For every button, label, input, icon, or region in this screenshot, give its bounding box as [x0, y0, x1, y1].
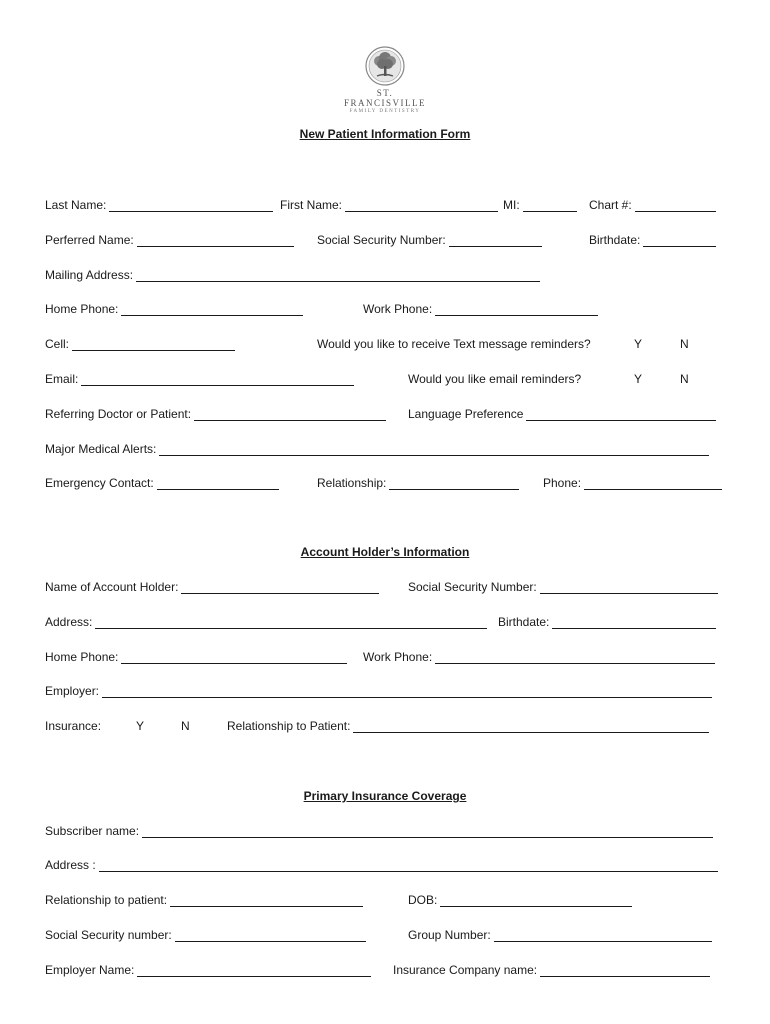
employer-name-label: Employer Name: — [45, 963, 135, 977]
birthdate-field[interactable] — [589, 233, 716, 247]
insurance-relationship-line[interactable] — [170, 895, 363, 907]
work-phone-line[interactable] — [435, 304, 598, 316]
referring-field[interactable] — [45, 407, 386, 421]
referring-label: Referring Doctor or Patient: — [45, 407, 192, 421]
ssn-field[interactable] — [317, 233, 542, 247]
account-employer-field[interactable] — [45, 684, 712, 698]
account-ssn-line[interactable] — [540, 582, 718, 594]
insurance-company-line[interactable] — [540, 965, 710, 977]
account-insurance-yes[interactable]: Y — [136, 719, 145, 733]
first-name-line[interactable] — [345, 200, 498, 212]
account-relationship-field[interactable] — [227, 719, 709, 733]
work-phone-label: Work Phone: — [363, 302, 433, 316]
account-holder-name-field[interactable] — [45, 580, 379, 594]
account-holder-heading: Account Holder’s Information — [300, 545, 470, 559]
employer-name-line[interactable] — [137, 965, 371, 977]
mailing-address-label: Mailing Address: — [45, 268, 134, 282]
account-birthdate-line[interactable] — [552, 617, 716, 629]
insurance-ssn-field[interactable] — [45, 928, 366, 942]
language-label: Language Preference — [408, 407, 524, 421]
referring-line[interactable] — [194, 409, 386, 421]
work-phone-field[interactable] — [363, 302, 598, 316]
group-number-field[interactable] — [408, 928, 712, 942]
insurance-relationship-field[interactable] — [45, 893, 363, 907]
account-insurance-question — [45, 719, 101, 733]
mailing-address-line[interactable] — [136, 270, 540, 282]
account-address-field[interactable] — [45, 615, 487, 629]
group-number-label: Group Number: — [408, 928, 491, 942]
account-ssn-field[interactable] — [408, 580, 718, 594]
insurance-relationship-label: Relationship to patient: — [45, 893, 168, 907]
practice-logo — [335, 46, 435, 114]
account-insurance-no[interactable]: N — [181, 719, 190, 733]
subscriber-name-line[interactable] — [142, 826, 713, 838]
text-reminders-label: Would you like to receive Text message reminders? — [317, 337, 591, 351]
subscriber-name-field[interactable] — [45, 824, 713, 838]
email-field[interactable] — [45, 372, 354, 386]
home-phone-label: Home Phone: — [45, 302, 119, 316]
email-reminders-yes[interactable]: Y — [634, 372, 643, 386]
preferred-name-field[interactable] — [45, 233, 294, 247]
text-reminders-yes[interactable]: Y — [634, 337, 643, 351]
mi-line[interactable] — [523, 200, 577, 212]
language-line[interactable] — [526, 409, 716, 421]
account-address-label: Address: — [45, 615, 93, 629]
home-phone-field[interactable] — [45, 302, 303, 316]
insurance-dob-line[interactable] — [440, 895, 632, 907]
mi-field[interactable] — [503, 198, 577, 212]
emergency-phone-line[interactable] — [584, 478, 722, 490]
cell-label: Cell: — [45, 337, 70, 351]
mi-label: MI: — [503, 198, 520, 212]
insurance-address-line[interactable] — [99, 860, 718, 872]
insurance-ssn-line[interactable] — [175, 930, 366, 942]
account-work-phone-label: Work Phone: — [363, 650, 433, 664]
emergency-phone-label: Phone: — [543, 476, 582, 490]
email-label: Email: — [45, 372, 79, 386]
insurance-dob-field[interactable] — [408, 893, 632, 907]
emergency-phone-field[interactable] — [543, 476, 722, 490]
email-reminders-question — [408, 372, 581, 386]
relationship-label: Relationship: — [317, 476, 387, 490]
chart-line[interactable] — [635, 200, 716, 212]
account-ssn-label: Social Security Number: — [408, 580, 537, 594]
email-reminders-label: Would you like email reminders? — [408, 372, 582, 386]
account-relationship-line[interactable] — [353, 721, 709, 733]
emergency-contact-label: Emergency Contact: — [45, 476, 154, 490]
relationship-line[interactable] — [389, 478, 519, 490]
email-line[interactable] — [81, 374, 354, 386]
account-address-line[interactable] — [95, 617, 487, 629]
account-relationship-label: Relationship to Patient: — [227, 719, 351, 733]
insurance-address-field[interactable] — [45, 858, 718, 872]
account-insurance-label: Insurance: — [45, 719, 102, 733]
employer-name-field[interactable] — [45, 963, 371, 977]
medical-alerts-line[interactable] — [159, 444, 709, 456]
group-number-line[interactable] — [494, 930, 712, 942]
home-phone-line[interactable] — [121, 304, 303, 316]
birthdate-label: Birthdate: — [589, 233, 641, 247]
account-holder-name-label: Name of Account Holder: — [45, 580, 179, 594]
medical-alerts-field[interactable] — [45, 442, 709, 456]
language-field[interactable] — [408, 407, 716, 421]
insurance-ssn-label: Social Security number: — [45, 928, 172, 942]
chart-field[interactable] — [589, 198, 716, 212]
last-name-line[interactable] — [109, 200, 273, 212]
account-home-phone-label: Home Phone: — [45, 650, 119, 664]
primary-insurance-heading: Primary Insurance Coverage — [303, 789, 467, 803]
email-reminders-no[interactable]: N — [680, 372, 689, 386]
insurance-company-field[interactable] — [393, 963, 710, 977]
last-name-field[interactable] — [45, 198, 273, 212]
text-reminders-no[interactable]: N — [680, 337, 689, 351]
account-work-phone-field[interactable] — [363, 650, 715, 664]
insurance-address-label: Address : — [45, 858, 96, 872]
last-name-label: Last Name: — [45, 198, 107, 212]
insurance-company-label: Insurance Company name: — [393, 963, 538, 977]
account-work-phone-line[interactable] — [435, 652, 715, 664]
emergency-contact-field[interactable] — [45, 476, 279, 490]
preferred-name-label: Perferred Name: — [45, 233, 134, 247]
birthdate-line[interactable] — [643, 235, 716, 247]
ssn-line[interactable] — [449, 235, 542, 247]
insurance-dob-label: DOB: — [408, 893, 438, 907]
account-home-phone-line[interactable] — [121, 652, 347, 664]
ssn-label: Social Security Number: — [317, 233, 446, 247]
tree-logo-icon — [365, 46, 405, 86]
first-name-label: First Name: — [280, 198, 343, 212]
account-home-phone-field[interactable] — [45, 650, 347, 664]
form-title: New Patient Information Form — [299, 127, 471, 141]
subscriber-name-label: Subscriber name: — [45, 824, 140, 838]
emergency-contact-line[interactable] — [157, 478, 279, 490]
logo-name: ST. FRANCISVILLE — [343, 88, 426, 108]
preferred-name-line[interactable] — [137, 235, 294, 247]
account-holder-name-line[interactable] — [181, 582, 379, 594]
mailing-address-field[interactable] — [45, 268, 540, 282]
first-name-field[interactable] — [280, 198, 498, 212]
cell-field[interactable] — [45, 337, 235, 351]
chart-label: Chart #: — [589, 198, 632, 212]
text-reminders-question — [317, 337, 591, 351]
logo-subtitle: FAMILY DENTISTRY — [349, 109, 421, 114]
medical-alerts-label: Major Medical Alerts: — [45, 442, 157, 456]
account-birthdate-field[interactable] — [498, 615, 716, 629]
account-employer-line[interactable] — [102, 686, 712, 698]
cell-line[interactable] — [72, 339, 235, 351]
account-employer-label: Employer: — [45, 684, 100, 698]
account-birthdate-label: Birthdate: — [498, 615, 550, 629]
relationship-field[interactable] — [317, 476, 519, 490]
